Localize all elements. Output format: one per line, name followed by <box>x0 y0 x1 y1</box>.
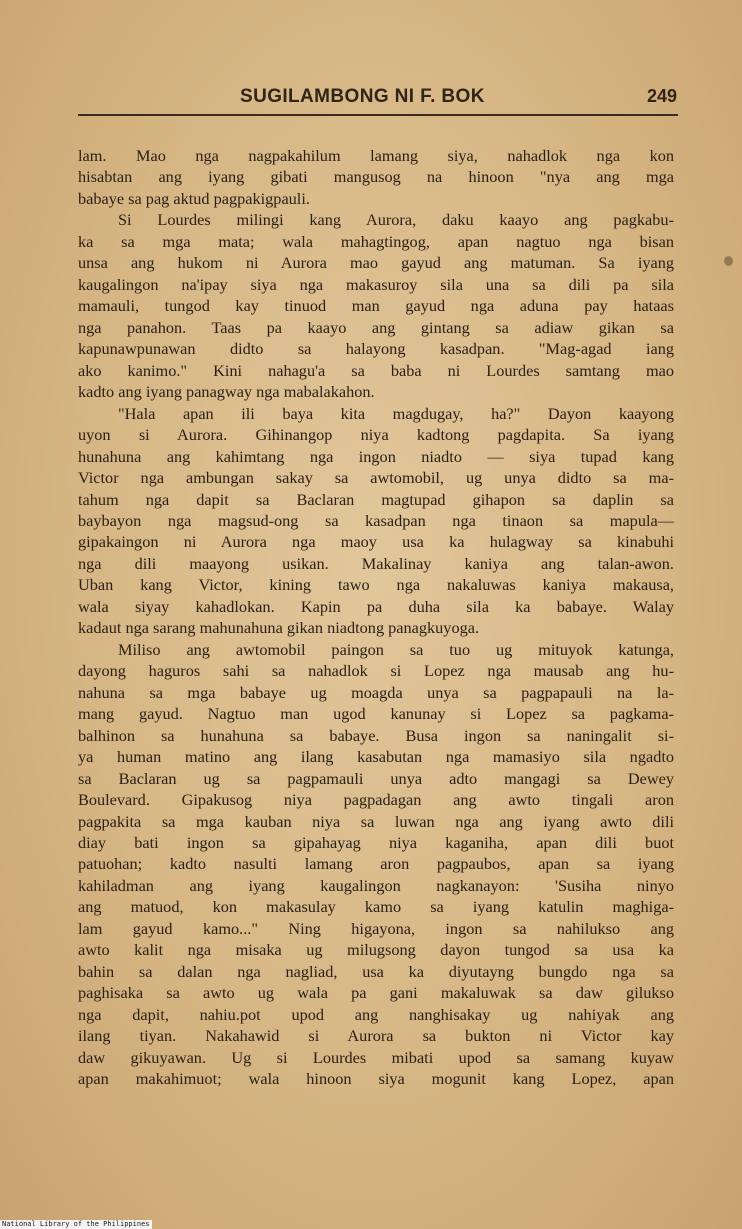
text-line: nga dapit, nahiu.pot upod ang nanghisakay ug nahiyak ang <box>78 1004 674 1024</box>
text-line: ang matuod, kon makasulay kamo sa iyang katulin maghiga- <box>78 897 674 917</box>
text-line: tahum nga dapit sa Baclaran magtupad gihapon sa daplin sa <box>78 489 674 509</box>
text-line: daw gikuyawan. Ug si Lourdes mibati upod sa samang kuyaw <box>78 1047 674 1067</box>
text-line: nga dili maayong usikan. Makalinay kaniya ang talan-awon. <box>78 553 674 573</box>
text-line: nga panahon. Taas pa kaayo ang gintang sa adiaw gikan sa <box>78 317 674 337</box>
text-line: dayong haguros sahi sa nahadlok si Lopez nga mausab ang hu- <box>78 661 674 681</box>
text-line: baybayon nga magsud-ong sa kasadpan nga tinaon sa mapula— <box>78 510 674 530</box>
text-line: patuohan; kadto nasulti lamang aron pagpaubos, apan sa iyang <box>78 854 674 874</box>
text-line: Uban kang Victor, kining tawo nga nakaluwas kaniya makausa, <box>78 575 674 595</box>
text-line: kahiladman ang iyang kaugalingon nagkanayon: 'Susiha ninyo <box>78 875 674 895</box>
text-line: balhinon sa hunahuna sa babaye. Busa ingon sa naningalit si- <box>78 725 674 745</box>
text-line: ya human matino ang ilang kasabutan nga mamasiyo sila ngadto <box>78 747 674 767</box>
text-line: awto kalit nga misaka ug milugsong dayon tungod sa usa ka <box>78 940 674 960</box>
text-line: Miliso ang awtomobil paingon sa tuo ug mituyok katunga, <box>118 639 674 659</box>
text-line: lam. Mao nga nagpakahilum lamang siya, nahadlok nga kon <box>78 146 674 165</box>
text-line: nahuna sa mga babaye ug moagda unya sa pagpapauli na la- <box>78 682 674 702</box>
text-line: babaye sa pag aktud pagpakigpauli. <box>78 188 310 208</box>
text-line: apan makahimuot; wala hinoon siya mogunit kang Lopez, apan <box>78 1069 674 1089</box>
text-line: bahin sa dalan nga nagliad, usa ka diyutayng bungdo nga sa <box>78 961 674 981</box>
text-line: ilang tiyan. Nakahawid si Aurora sa bukton ni Victor kay <box>78 1026 674 1046</box>
body-text <box>78 145 674 1090</box>
text-line: ako kanimo." Kini nahagu'a sa baba ni Lourdes samtang mao <box>78 360 674 380</box>
text-line: diay bati ingon sa gipahayag niya kaganiha, apan dili buot <box>78 833 674 852</box>
text-line: gipakaingon ni Aurora nga maoy usa ka hulagway sa kinabuhi <box>78 532 674 552</box>
text-line: unsa ang hukom ni Aurora mao gayud ang matuman. Sa iyang <box>78 253 674 273</box>
page-number: 249 <box>646 86 677 106</box>
text-line: mamauli, tungod kay tinuod man gayud nga aduna pay hataas <box>78 296 674 316</box>
text-line: uyon si Aurora. Gihinangop niya kadtong pagdapita. Sa iyang <box>78 425 674 445</box>
text-line: sa Baclaran ug sa pagpamauli unya adto mangagi sa Dewey <box>78 768 674 788</box>
page-header <box>240 86 680 112</box>
text-line: wala siyay kahadlokan. Kapin pa duha sila ka babaye. Walay <box>78 596 674 616</box>
text-line: hisabtan ang iyang gibati mangusog na hinoon "nya ang mga <box>78 167 674 187</box>
text-line: lam gayud kamo..." Ning higayona, ingon sa nahilukso ang <box>78 918 674 938</box>
text-line: kapunawpunawan didto sa halayong kasadpan. "Mag-agad iang <box>78 339 674 359</box>
text-line: Victor nga ambungan sakay sa awtomobil, ug unya didto sa ma- <box>78 468 674 488</box>
text-line: "Hala apan ili baya kita magdugay, ha?" Dayon kaayong <box>118 403 674 423</box>
library-credit: National Library of the Philippines <box>2 1220 150 1228</box>
text-line: mang gayud. Nagtuo man ugod kanunay si Lopez sa pagkama- <box>78 704 674 724</box>
text-line: Boulevard. Gipakusog niya pagpadagan ang awto tingali aron <box>78 790 674 810</box>
running-title: SUGILAMBONG NI F. BOK <box>240 86 485 107</box>
text-line: kaugalingon na'ipay siya nga makasuroy sila una sa dili pa sila <box>78 274 674 294</box>
text-line: paghisaka sa awto ug wala pa gani makaluwak sa daw gilukso <box>78 983 674 1003</box>
text-line: Si Lourdes milingi kang Aurora, daku kaayo ang pagkabu- <box>118 210 674 230</box>
text-line: kadaut nga sarang mahunahuna gikan niadtong panagkuyoga. <box>78 618 480 638</box>
text-line: ka sa mga mata; wala mahagtingog, apan nagtuo nga bisan <box>78 231 674 251</box>
paper-stain <box>724 256 733 266</box>
text-line: kadto ang iyang panagway nga mabalakahon. <box>78 382 375 402</box>
text-line: hunahuna ang kahimtang nga ingon niadto — siya tupad kang <box>78 446 674 466</box>
text-line: pagpakita sa mga kauban niya sa luwan nga ang iyang awto dili <box>78 811 674 831</box>
header-rule <box>78 114 678 116</box>
